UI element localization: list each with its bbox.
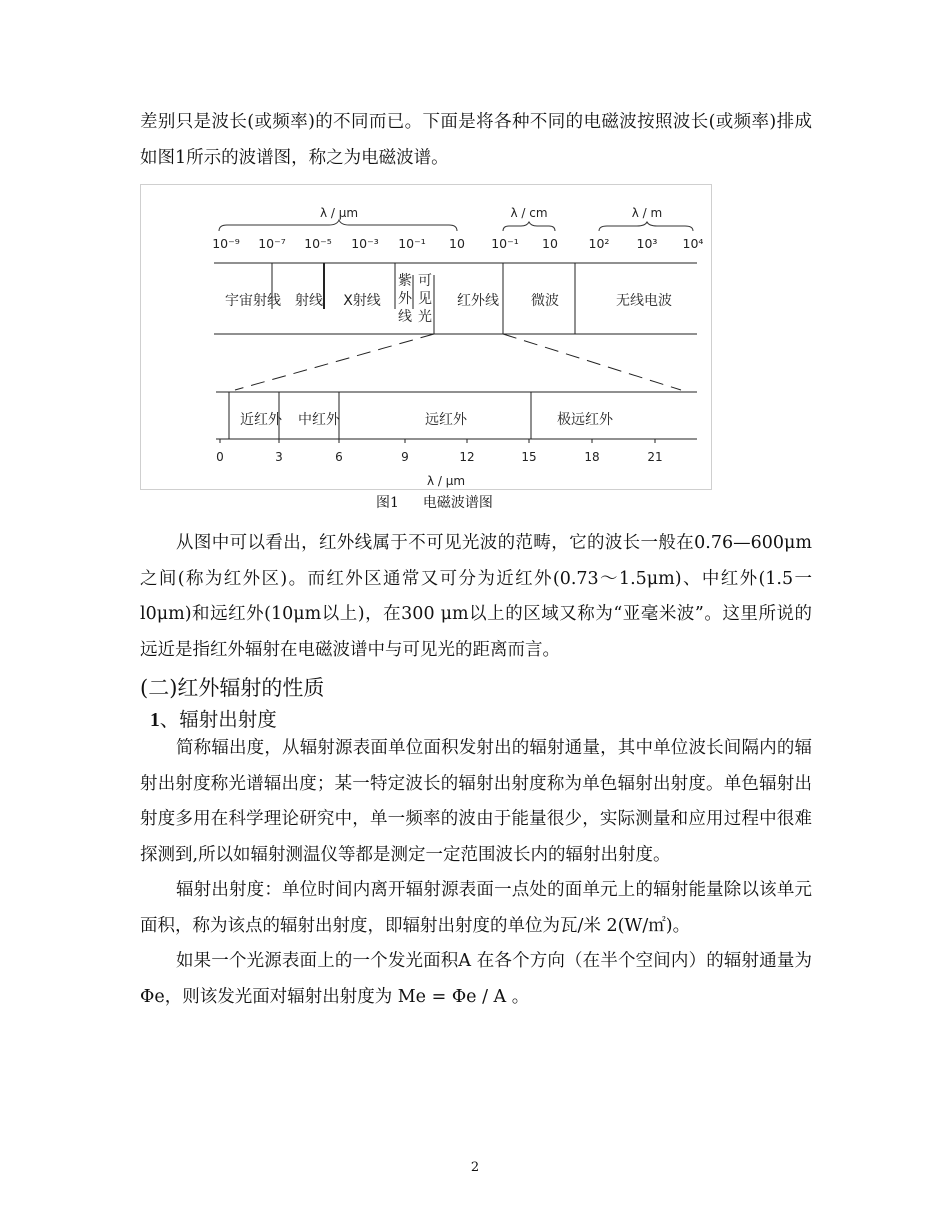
brace-cm xyxy=(503,222,555,231)
ir-axis-label: λ / μm xyxy=(426,474,466,488)
figure-caption xyxy=(376,492,517,512)
band-label-xray: X射线 xyxy=(343,293,381,309)
ir-axis-tick-label: 21 xyxy=(647,450,663,464)
ir-axis-tick-label: 0 xyxy=(216,450,224,464)
subsection-number: 1 xyxy=(150,710,160,731)
band-label-cosmic-ray: 宇宙射线 xyxy=(225,293,281,309)
paragraph-definition: 辐射出射度：单位时间内离开辐射源表面一点处的面单元上的辐射能量除以该单元面积，称为该点的辐射出射度，即辐射出射度的单位为瓦/米 2(W/㎡)。 xyxy=(140,880,812,936)
ir-axis-tick-label: 18 xyxy=(584,450,600,464)
tick-label: 10³ xyxy=(636,236,658,251)
paragraph-radiant-exitance: 简称辐出度，从辐射源表面单位面积发射出的辐射通量，其中单位波长间隔内的辐射出射度称光谱辐出度；某一特定波长的辐射出射度称为单色辐射出射度。单色辐射出射度多用在科学理论研究中，单一频率的波由于能量很少，实际测量和应用过程中很难探测到,所以如辐射测温仪等都是测定一定范围波长内的辐射出射度。 xyxy=(140,738,812,865)
band-label-radio: 无线电波 xyxy=(616,293,672,309)
tick-label: 10² xyxy=(588,236,610,251)
band-label-microwave: 微波 xyxy=(531,293,559,309)
paragraph-intro: 差别只是波长(或频率)的不同而已。下面是将各种不同的电磁波按照波长(或频率)排成如图1所示的波谱图，称之为电磁波谱。 xyxy=(140,112,812,168)
brace-um xyxy=(219,220,457,231)
band-label-visible: 可见光 xyxy=(418,273,432,325)
subsection-title: 、辐射出射度 xyxy=(159,708,277,731)
brace-m xyxy=(599,222,693,231)
ir-label-extreme-far: 极远红外 xyxy=(557,412,613,428)
spectrum-diagram xyxy=(141,185,713,491)
tick-label: 10⁻⁵ xyxy=(304,236,332,251)
tick-label: 10⁴ xyxy=(682,236,704,251)
tick-label: 10⁻⁹ xyxy=(212,236,240,251)
ir-axis-tick-label: 6 xyxy=(335,450,343,464)
unit-label-um: λ / μm xyxy=(319,206,359,220)
tick-label: 10⁻¹ xyxy=(398,236,426,251)
paragraph-infrared-range: 从图中可以看出，红外线属于不可见光波的范畴，它的波长一般在0.76—600μm之间(称为红外区)。而红外区通常又可分为近红外(0.73～1.5μm)、中红外(1.5一l0μm)和远红外(10μm以上)，在300 μm以上的区域又称为“亚毫米波”。这里所说的远近是指红外辐射在电磁波谱中与可见光的距离而言。 xyxy=(140,533,812,660)
ir-axis-tick-label: 9 xyxy=(401,450,409,464)
spectrum-figure xyxy=(140,184,712,490)
tick-label: 10 xyxy=(449,236,465,251)
caption-title: 电磁波谱图 xyxy=(422,495,493,511)
ir-axis-tick-label: 3 xyxy=(275,450,283,464)
page-number: 2 xyxy=(470,1160,480,1175)
caption-label: 图1 xyxy=(376,495,399,511)
band-label-infrared: 红外线 xyxy=(457,293,499,309)
band-label-ray: 射线 xyxy=(295,293,323,309)
tick-label: 10⁻⁷ xyxy=(258,236,286,251)
subsection-heading xyxy=(150,704,277,732)
paragraph-formula: 如果一个光源表面上的一个发光面积A 在各个方向（在半个空间内）的辐射通量为 Φe，则该发光面对辐射出射度为 Me = Φe / A 。 xyxy=(140,951,812,1007)
ir-label-mid: 中红外 xyxy=(298,412,340,428)
zoom-line-left xyxy=(235,334,434,390)
zoom-line-right xyxy=(503,334,681,390)
tick-label: 10⁻¹ xyxy=(491,236,519,251)
band-label-ultraviolet: 紫外线 xyxy=(398,273,412,325)
unit-label-cm: λ / cm xyxy=(510,206,548,220)
ir-axis-tick-label: 12 xyxy=(459,450,475,464)
tick-label: 10⁻³ xyxy=(351,236,379,251)
tick-label: 10 xyxy=(542,236,558,251)
unit-label-m: λ / m xyxy=(631,206,663,220)
ir-label-far: 远红外 xyxy=(425,412,467,428)
section-heading: (二)红外辐射的性质 xyxy=(140,676,325,700)
ir-axis-tick-label: 15 xyxy=(521,450,537,464)
ir-label-near: 近红外 xyxy=(240,412,282,428)
ir-axis-ticks xyxy=(220,439,655,443)
